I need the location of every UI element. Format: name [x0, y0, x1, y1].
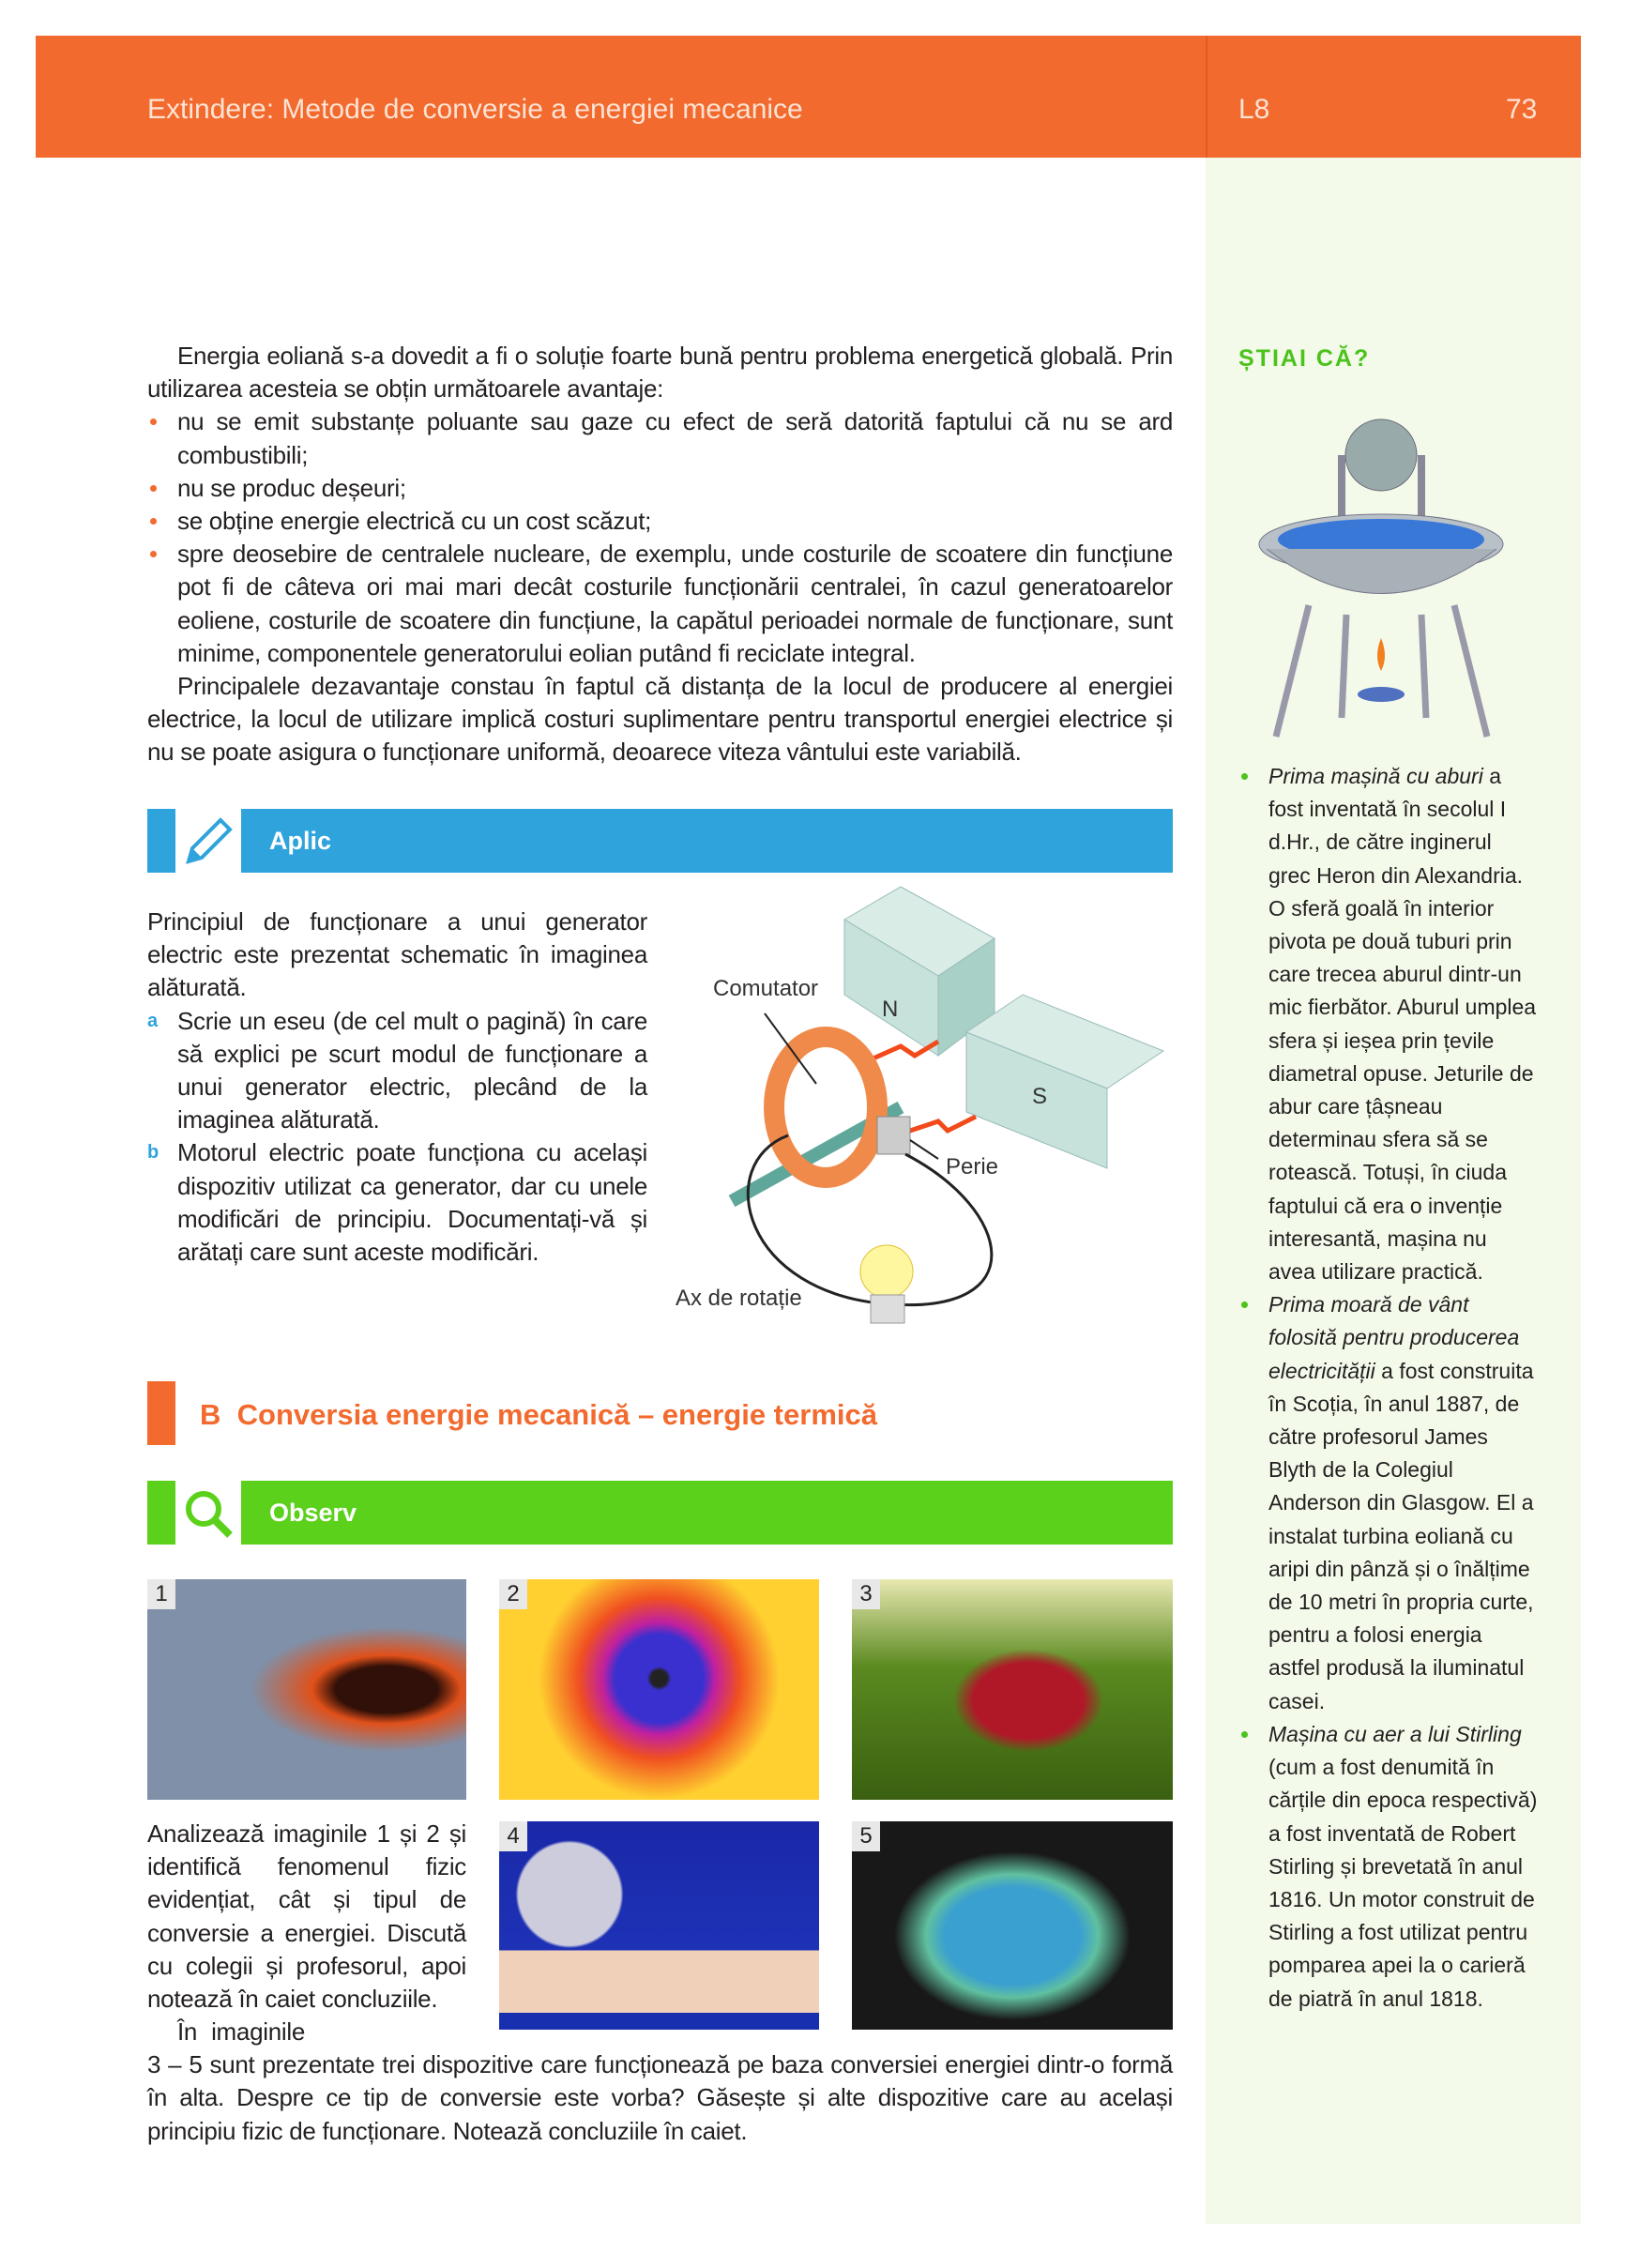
- photo-steam-train: 3: [852, 1579, 1173, 1800]
- list-item: nu se emit substanțe poluante sau gaze cu efect de seră datorită faptului că nu se ard combustibili;: [147, 405, 1173, 471]
- observ-bar: [147, 1481, 1173, 1545]
- label-n: N: [882, 997, 899, 1022]
- intro-paragraph: Energia eoliană s-a dovedit a fi o soluție foarte bună pentru problema energetică globală. Prin utilizarea acesteia se obțin următoarele avantaje:: [147, 342, 1173, 403]
- list-item: nu se produc deșeuri;: [147, 472, 1173, 505]
- label-perie: Perie: [946, 1154, 999, 1180]
- photo-car-engine: 5: [852, 1821, 1173, 2030]
- observ-text-1: Analizează imaginile 1 și 2 și identifică fenomenul fizic evidențiat, cât și tipul de conversie a energiei. Discută cu colegii și profesorul, apoi notează în caiet concluziile.: [147, 1819, 466, 2014]
- task-a: a Scrie un eseu (de cel mult o pagină) în care să explici pe scurt modul de funcționare a unui generator electric, plecând de la imaginea alăturată.: [147, 1006, 647, 1134]
- photo-thermal: 2: [499, 1579, 819, 1800]
- aplic-label: Aplic: [269, 827, 332, 855]
- aplic-bar: [147, 809, 1173, 873]
- aplic-text: [147, 906, 647, 1269]
- sidebar-title: ȘTIAI CĂ?: [1238, 345, 1371, 372]
- pencil-icon: [175, 809, 241, 873]
- magnifier-icon: [175, 1481, 241, 1545]
- sidebar-item: Mașina cu aer a lui Stirling (cum a fost denumită în cărțile din epoca respectivă) a fost inventată de Robert Stirling și brevetată în anul 1816. Un motor construit de Stirling a fost utilizat pentru pomparea apei la o carieră de piatră în anul 1818.: [1238, 1718, 1539, 2016]
- sidebar-item: Prima mașină cu aburi a fost inventată în secolul I d.Hr., de către inginerul grec Heron din Alexandria. O sferă goală în interior pivota pe două tuburi prin care trecea aburul dintr-un mic fierbător. Aburul umplea sfera și ieșea prin țevile diametral opuse. Jeturile de abur care țâșneau determinau sfera să se rotească. Totuși, în ciuda faptului că era o invenție interesantă, mașina nu avea utilizare practică.: [1238, 760, 1539, 1288]
- observ-label: Observ: [269, 1499, 357, 1527]
- label-s: S: [1032, 1084, 1048, 1109]
- sidebar-item: Prima moară de vânt folosită pentru producerea electricității a fost construita în Scoția, în anul 1887, de către profesorul James Blyth de la Colegiul Anderson din Glasgow. El a instalat turbina eoliană cu aripi din pânză și o înălțime de 10 metri în propria curte, pentru a folosi energia astfel produsă la iluminatul casei.: [1238, 1288, 1539, 1718]
- lesson-label: L8: [1238, 94, 1270, 125]
- label-comutator: Comutator: [713, 976, 819, 1001]
- intro-text: [147, 340, 1173, 769]
- sidebar-list: [1238, 760, 1539, 2016]
- list-item: spre deosebire de centralele nucleare, de exemplu, unde costurile de scoatere din funcțiune pot fi de câteva ori mai mari decât costurile funcționării centralei, în cazul generatoarelor eoliene, costurile de scoatere din funcțiune, la capătul perioadei normale de funcționare, sunt minime, componentele generatorului eolian putând fi reciclate integral.: [147, 538, 1173, 670]
- header-title: Extindere: Metode de conversie a energiei mecanice: [147, 94, 803, 125]
- aplic-intro: Principiul de funcționare a unui generator electric este prezentat schematic în imaginea alăturată.: [147, 907, 647, 1002]
- list-item: se obține energie electrică cu un cost scăzut;: [147, 505, 1173, 538]
- photo-stirling-engine: 4: [499, 1821, 819, 2030]
- header-divider: [1206, 36, 1207, 158]
- heron-engine-illustration: [1253, 403, 1511, 746]
- page-number: 73: [1506, 94, 1538, 125]
- disadvantages-paragraph: Principalele dezavantaje constau în faptul că distanța de la locul de producere al energiei electrice, la locul de utilizare implică costuri suplimentare pentru transportul energiei electrice și nu se poate asigura o funcționare uniformă, deoarece viteza vântului este variabilă.: [147, 672, 1173, 767]
- page-header: [36, 36, 1581, 158]
- generator-diagram: [657, 882, 1173, 1351]
- photo-meteor: 1: [147, 1579, 466, 1800]
- observ-text-2: În imaginile 3 – 5 sunt prezentate trei dispozitive care funcționează pe baza conversiei energiei dintr-o formă în alta. Despre ce tip de conversie este vorba? Găsește și alte dispozitive care au același principiu fizic de funcționare. Notează concluziile în caiet.: [147, 2017, 1173, 2145]
- label-ax: Ax de rotație: [676, 1286, 802, 1311]
- task-b: b Motorul electric poate funcționa cu același dispozitiv utilizat ca generator, dar cu unele modificări de principiu. Documentați-vă și arătați care sunt aceste modificări.: [147, 1138, 647, 1267]
